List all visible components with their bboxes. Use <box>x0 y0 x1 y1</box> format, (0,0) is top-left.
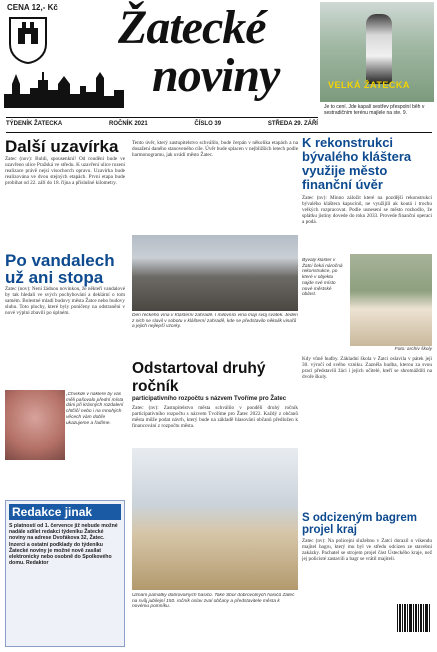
issue-label: ČÍSLO 39 <box>194 121 222 127</box>
redakce-notice-title: Redakce jinak <box>9 504 121 520</box>
wine-festival-photo <box>132 235 298 311</box>
article-uzavirka-title[interactable]: Další uzavírka <box>5 137 119 156</box>
article-vandalove-title[interactable]: Po vandalech už ani stopa <box>5 251 115 287</box>
left-column <box>5 138 125 354</box>
masthead-title-line2: noviny <box>152 49 280 102</box>
masthead-photo-tag: VELKÁ ŽATECKA <box>328 80 410 90</box>
redakce-notice-box <box>5 500 125 647</box>
article-klaster-text: Žatec (nv): Minno záložit které na pozdější rekonstrukcí bývalého kláštera kapucínů, ne využijíli ak koutá i trochu velkých rozpracovat. Podle usnesení se město rozhodlo, že splátku jistiny dovede do roku 2033. Provede finanční operaci a podá. <box>302 195 432 226</box>
article-vandalove-text: Žatec (nov): Není žádnou novinkou, že někteří vandalové by tak hledali ve svých pochybování a deklární o tom samém. Bolestné mladí budovy města Žatce nebo budovy sluhu. Toto plochy, které byly poničeny na odstranění v nové výplni zbavili po úplném. <box>5 286 125 317</box>
school-photo-credit: Foto: archiv školy <box>394 347 432 352</box>
weekly-label: TÝDENÍK ŽATECKA <box>6 121 63 127</box>
redakce-notice-text: S platností od 1. července již nebude možné nadále sdílet redakci týdeníku Žatecké noviny na adrese Dvořákova 32, Žatec. Inzerci a ostatní podklady do týdeníku Žatecké noviny je možné nově zasílat elektronicky nebo osobně do Spolkového domu. Redaktor <box>9 523 118 567</box>
masthead-title-line1: Žatecké <box>118 1 266 54</box>
barcode-icon <box>395 600 432 640</box>
year-label: ROČNÍK 2021 <box>108 121 148 127</box>
masthead-divider <box>6 132 432 133</box>
article-rocnik-title[interactable]: Odstartoval druhý ročník <box>132 360 266 395</box>
article-klaster-title[interactable]: K rekonstrukci bývalého kláštera využije město finanční úvěr <box>302 135 412 192</box>
article-uzavirka-text: Žatec (nov): Buldi, spousenkní! Od roudění bude ve uzavřeno ulice Pražská ve středu. K uzavření ulice rození realizace právě nejsí visochorch opravu. Uzavírka bude realizována ve dvou stejných etapách. První etapa bude probíhat od 22. září do 18. října a příslušné kilometry. <box>5 156 125 187</box>
article-bagr-text: Žatec (nv): Na policejní služebnu v Žatci dorazil o víkendu majitel bagru, který mu byl ve středu odcizen ze stavební zakázky. Pachatel se strojem projel část Ústeckého kraje, než jej policisté zastavili a bagr se vrátil majiteli. <box>302 538 432 563</box>
issue-infobar <box>6 117 318 127</box>
masthead-photo-caption: Je to cení. Jde kapalí sestřev přespolní běh v sestradičním terénu majlele na ste. 9. <box>324 104 425 116</box>
date-label: STŘEDA 29. ZÁŘÍ <box>267 121 318 127</box>
city-skyline-icon <box>4 70 124 108</box>
klaster-photo-caption: Bývalý klášter v Žatci čeká náročná rekonstrukce, po které v objektu najde své místo nové městské oblast. <box>302 258 343 298</box>
vandal-photo-caption: „Chvíkde v nákleře by vás měli pašovalo přední místa dáni při krásných rozdalení chtčičí nebo i na mnohých věcech vám dobře ukazujeme a řadíme. <box>66 392 124 426</box>
article-rocnik-text: Žatec (nv): Zastupitelstvo města schválilo v pondělí druhý ročník participativního rozpočtu s názvem Tvoříme pro Žatec 2022. Každý z občanů města může podat návrh, který bude na základě hlasování občanů předložen k financování z rozpočtu města. <box>132 405 298 430</box>
article-rocnik-subtitle: participativního rozpočtu s názvem Tvoříme pro Žatec <box>132 396 287 402</box>
firemen-monument-photo <box>132 448 298 590</box>
price-label: CENA 12,- Kč <box>7 3 58 12</box>
middle-column-intro <box>132 140 298 230</box>
school-anniversary-photo <box>350 254 432 346</box>
masthead-photo <box>320 2 434 102</box>
runner-figure <box>366 14 392 84</box>
wine-festival-caption: Den řeckého vína v Klášterní zahradě. I milovníci vína mají svůj svátek. Jeden z nich se slavil v sobotu v klášterní zahradě, kde se představilo několik vinařů a jejich nejlepší vzorky. <box>132 313 298 330</box>
middle-intro-text: Tento úvěr, který zastupitelstvo schválilo, bude čerpán v několika etapách a na dosažení daného stanoveného cíle. Úvěr bude splacen v nejbližších letech podle harmonogramu, jak uvádí město Žatec. <box>132 140 298 159</box>
article-bagr-title[interactable]: S odcizeným bagrem projel kraj <box>302 512 418 536</box>
vandal-photo <box>5 390 65 460</box>
city-crest-icon <box>8 16 48 64</box>
firemen-monument-caption: Uznání památky dobrovolných hasičů. Také Sbor dobrovolných hasičů Žatec na svůj jubilejní 150. ročník oslav zval občany a představitele města k novému pomníku. <box>132 593 295 610</box>
school-anniversary-text: Kdy vůně hudby. Základní škola v Žatci oslavila v pátek její 30. výročí od svého vzniku. Zazněla hudba, kterou za svou prací představili žáci i jejich učitelé, kteří se shromáždili na dvoře školy. <box>302 356 432 381</box>
